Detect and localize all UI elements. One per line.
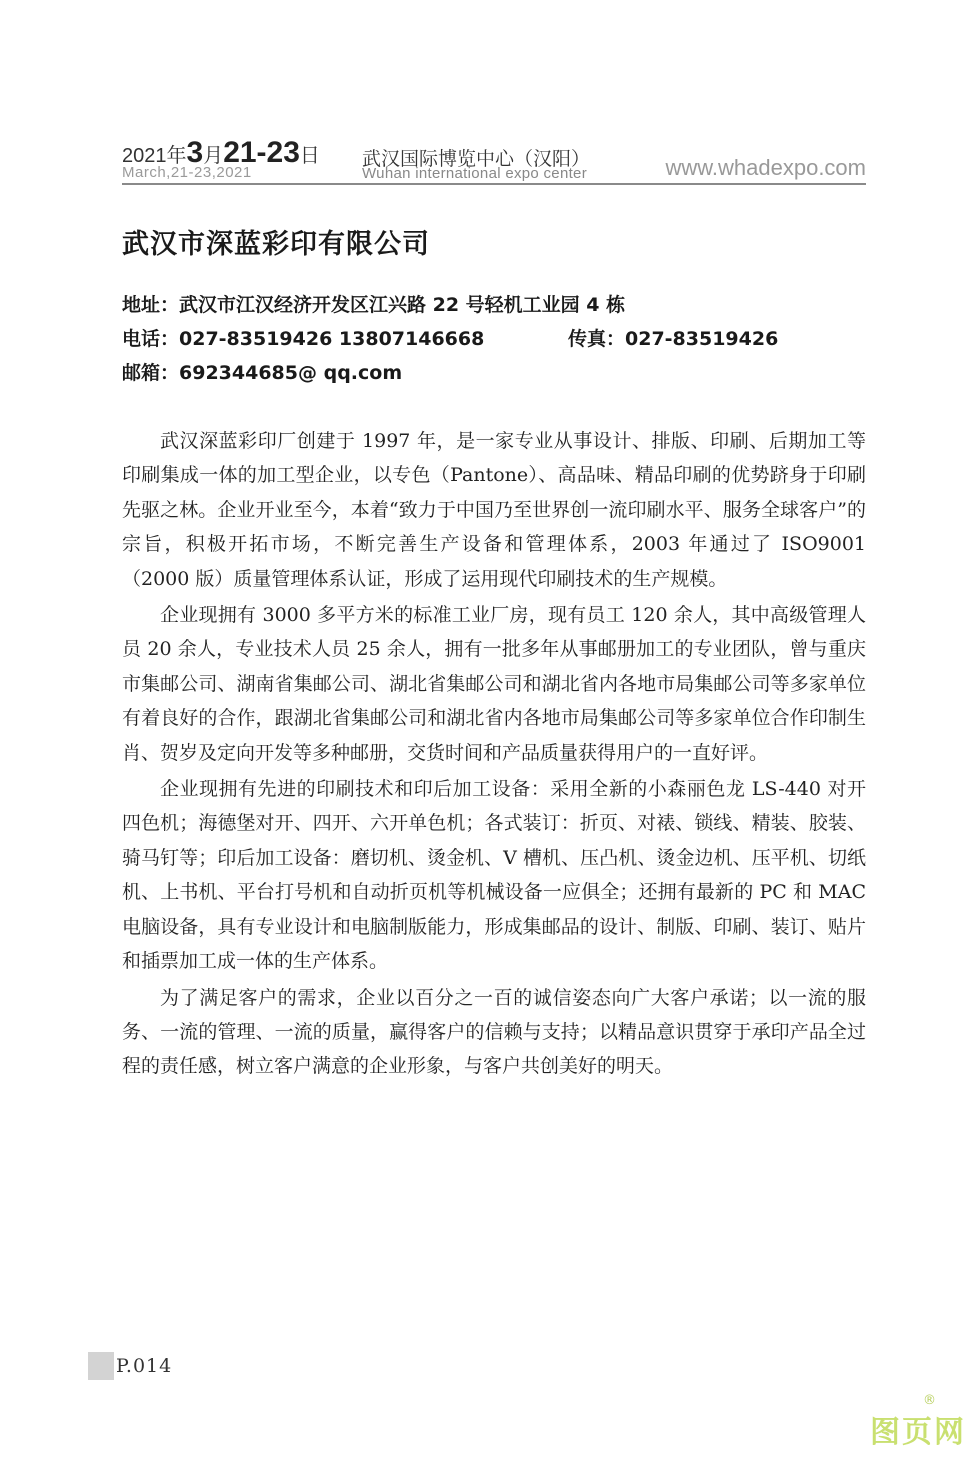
company-email: 邮箱：692344685@ qq.com xyxy=(122,362,403,384)
header-divider xyxy=(122,183,866,185)
event-month: 3 xyxy=(186,136,204,169)
paragraph: 企业现拥有 3000 多平方米的标准工业厂房，现有员工 120 余人，其中高级管理人员 20 余人，专业技术人员 25 余人，拥有一批多年从事邮册加工的专业团队，曾与重庆市集邮公司、湖南省集邮公司、湖北省集邮公司和湖北省内各地市局集邮公司等多家单位有着良好的合作，跟湖北省集邮公司和湖北省内各地市局集邮公司等多家单位合作印制生肖、贺岁及定向开发等多种邮册，交货时间和产品质量获得用户的一直好评。 xyxy=(122,604,866,764)
page-number-text: P.014 xyxy=(116,1355,173,1377)
event-days: 21-23 xyxy=(223,136,300,169)
company-address: 地址：武汉市江汉经济开发区江兴路 22 号轻机工业园 4 栋 xyxy=(122,294,626,316)
page-number xyxy=(88,1352,172,1380)
watermark-text: 图页网 xyxy=(870,1415,966,1450)
event-venue: 武汉国际博览中心（汉阳） xyxy=(362,148,591,170)
company-phone: 电话：027-83519426 13807146668 xyxy=(122,328,485,350)
event-month-char: 月 xyxy=(203,145,224,167)
event-year: 2021年 xyxy=(122,145,187,167)
registered-mark: ® xyxy=(923,1393,938,1408)
page-number-box xyxy=(88,1352,114,1380)
paragraph: 为了满足客户的需求，企业以百分之一百的诚信姿态向广大客户承诺；以一流的服务、一流的管理、一流的质量，赢得客户的信赖与支持；以精品意识贯穿于承印产品全过程的责任感，树立客户满意的企业形象，与客户共创美好的明天。 xyxy=(122,986,866,1078)
watermark-logo xyxy=(870,1393,966,1451)
event-venue-en: Wuhan international expo center xyxy=(362,165,587,182)
website-url: www.whadexpo.com xyxy=(665,155,866,180)
company-description xyxy=(122,424,866,1086)
event-day-char: 日 xyxy=(299,145,320,167)
company-fax: 传真：027-83519426 xyxy=(568,328,779,350)
event-date-en: March,21-23,2021 xyxy=(122,164,252,181)
paragraph: 武汉深蓝彩印厂创建于 1997 年，是一家专业从事设计、排版、印刷、后期加工等印刷集成一体的加工型企业，以专色（Pantone）、高品味、精品印刷的优势跻身于印刷先驱之林。企业开业至今，本着“致力于中国乃至世界创一流印刷水平、服务全球客户”的宗旨，积极开拓市场，不断完善生产设备和管理体系，2003 年通过了 ISO9001（2000 版）质量管理体系认证，形成了运用现代印刷技术的生产规模。 xyxy=(122,430,866,590)
company-name: 武汉市深蓝彩印有限公司 xyxy=(122,229,430,260)
paragraph: 企业现拥有先进的印刷技术和印后加工设备：采用全新的小森丽色龙 LS-440 对开四色机；海德堡对开、四开、六开单色机；各式装订：折页、对裱、锁线、精装、胶装、骑马钉等；印后加工设备：磨切机、烫金机、V 槽机、压凸机、烫金边机、压平机、切纸机、上书机、平台打号机和自动折页机等机械设备一应俱全；还拥有最新的 PC 和 MAC 电脑设备，具有专业设计和电脑制版能力，形成集邮品的设计、制版、印刷、装订、贴片和插票加工成一体的生产体系。 xyxy=(122,778,866,973)
page-header xyxy=(122,128,866,188)
